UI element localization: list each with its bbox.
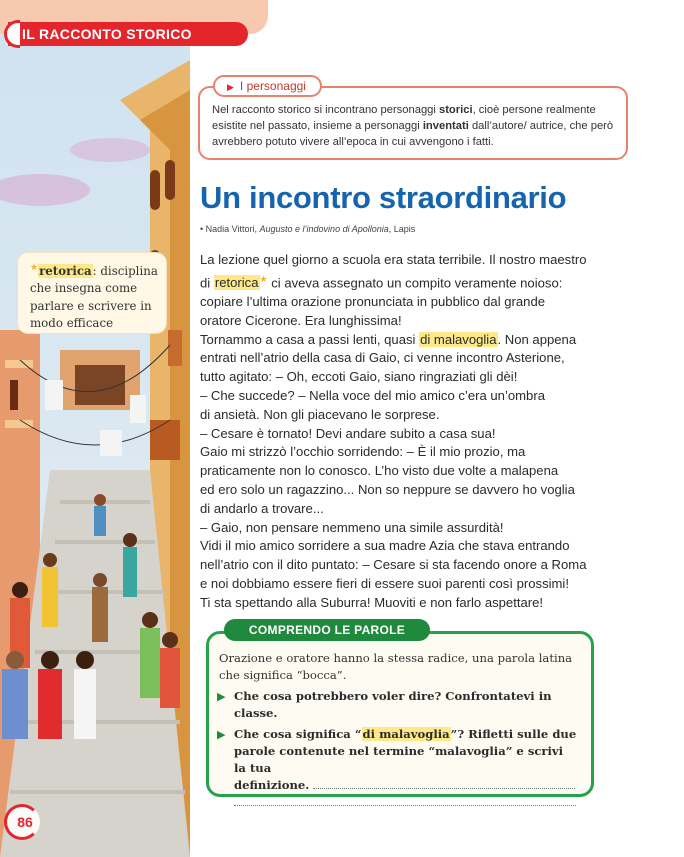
triangle-right-icon: ▶ [217, 690, 226, 703]
story-text: La lezione quel giorno a scuola era stata terribile. Il nostro maestro di retorica★ ci aveva assegnato un compito veramente noioso: copiare l’ultima orazione pronunciata in pubblico dal grande oratore Cicerone. Era lunghissima! Tornammo a casa a passi lenti, quasi di malavoglia. Non appena entrati nell’atrio della casa di Gaio, ci venne incontro Asterione, tutto agitato: – Oh, eccoti Gaio, siano ringraziati gli dèi! – Che succede? – Nella voce del mio amico c’era un’ombra di ansietà. Non gli piacevano le sorprese. – Cesare è tornato! Devi andare subito a casa sua! Gaio mi strizzò l’occhio sorridendo: – È il mio prozio, ma praticamente non lo conosco. L’ho visto due volte a malapena ed ero solo un ragazzino... Non so neppure se davvero ho voglia di andarlo a trovare... – Gaio, non pensare nemmeno una simile assurdità! Vidi il mio amico sorridere a sua madre Azia che stava entrando nell’atrio con il dito puntato: – Cesare si sta facendo onore a Roma e noi dobbiamo essere fieri di essere suoi parenti così prossimi! Ti sta spettando alla Suburra! Muoviti e non farlo aspettare! [200, 252, 587, 610]
comprehension-tab: COMPRENDO LE PAROLE [224, 619, 430, 641]
story-byline: • Nadia Vittori, Augusto e l’indovino di Apollonia, Lapis [200, 224, 416, 234]
characters-info-box: Nel racconto storico si incontrano personaggi storici, cioè persone realmente esistite nel passato, insieme a personaggi inventati dall’autore/ autrice, che però avrebbero potuto vivere all’epoca in cui avvengono i fatti. [198, 86, 628, 160]
triangle-right-icon: ▶ [217, 728, 226, 741]
question-1: ▶ Che cosa potrebbero voler dire? Confrontatevi in classe. [217, 689, 552, 720]
glossary-note: ★retorica: disciplina che insegna come parlare e scrivere in modo efficace [18, 253, 166, 333]
section-header: IL RACCONTO STORICO [8, 22, 248, 46]
answer-line[interactable] [234, 794, 576, 806]
triangle-right-icon: ▶ [227, 82, 234, 92]
characters-tab: ▶ I personaggi [213, 75, 322, 97]
highlight-malavoglia: di malavoglia [420, 331, 497, 347]
page-number: 86 [17, 814, 33, 830]
answer-line[interactable] [313, 779, 575, 789]
question-2: ▶ Che cosa significa “di malavoglia”? Rifletti sulle due parole contenute nel termine “malavoglia” e scrivi la tua definizione. [217, 727, 577, 792]
roman-street-illustration [0, 0, 190, 857]
comprehension-box [206, 631, 594, 797]
star-icon: ★ [259, 273, 268, 284]
highlight-retorica: retorica [214, 275, 259, 291]
story-title: Un incontro straordinario [200, 180, 567, 215]
comprehension-intro: Orazione e oratore hanno la stessa radice, una parola latina che significa “bocca”. [219, 651, 573, 682]
star-icon: ★ [30, 263, 39, 273]
